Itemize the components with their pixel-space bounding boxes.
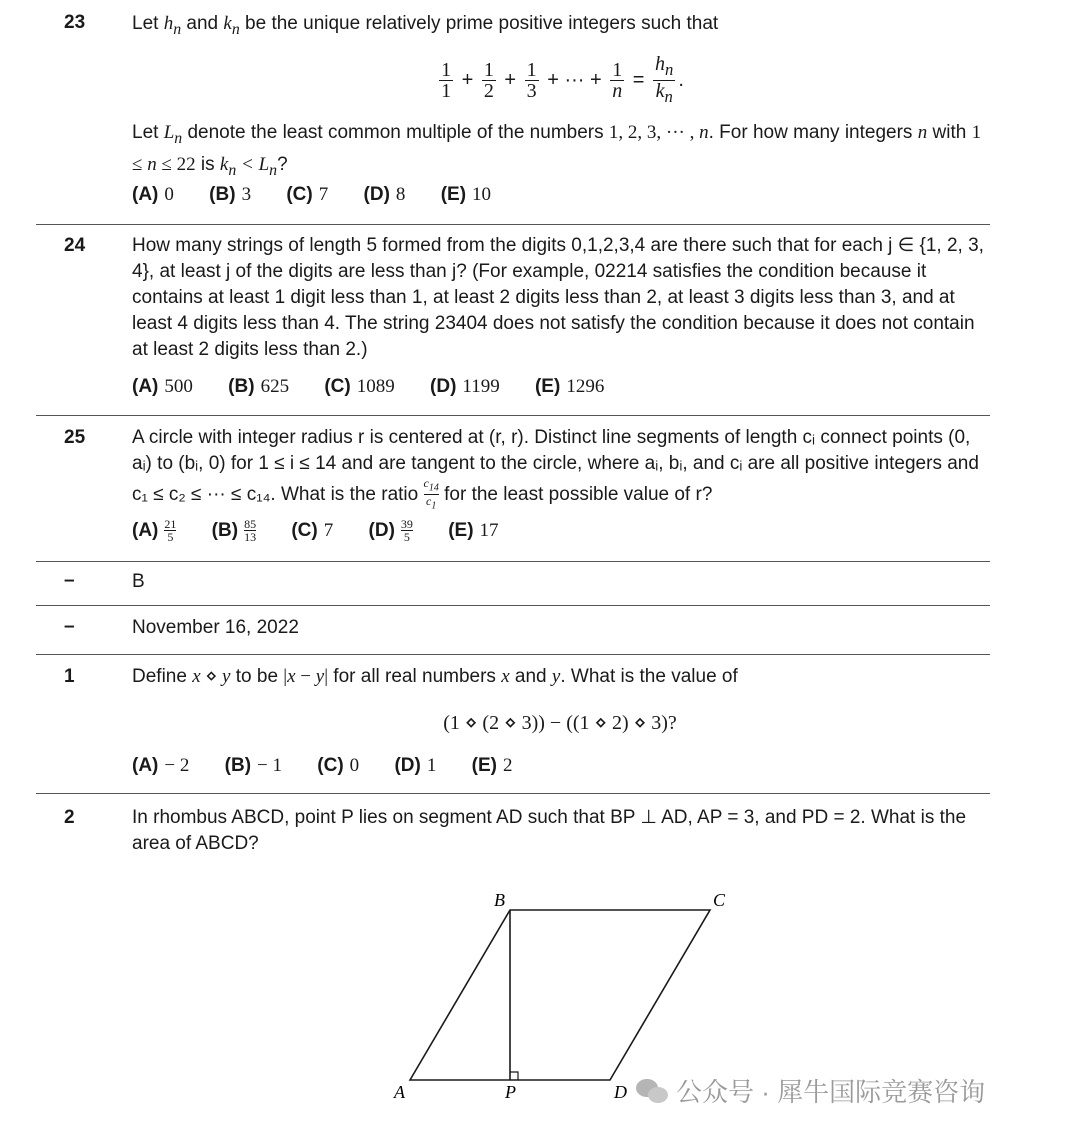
label-d: D [614,1082,627,1102]
problem-25-text: A circle with integer radius r is centered at (r, r). Distinct line segments of length cᵢ connect points (0, aᵢ) to (bᵢ, 0) for 1 ≤ i ≤ 14 and are tangent to the circle, where aᵢ, bᵢ, and cᵢ are all positive integers and c₁ ≤ c₂ ≤ ··· ≤ c₁₄. What is the ratio $\frac{c_{14}}{c_1}$ for the least possible value of r? [132,427,979,512]
right-angle-marker [510,1072,518,1080]
divider [36,654,990,655]
label-a: A [394,1082,405,1102]
problem-25-choices [132,518,529,543]
problem-23-intro: Let $h_n$ and $k_n$ be the unique relatively prime positive integers such that [132,13,719,38]
choice[interactable]: (E) 2 [471,755,513,776]
choice[interactable]: (E) 17 [448,519,499,541]
problem-23-choices [132,184,521,206]
problem-23-question: Let $L_n$ denote the least common multiple of the numbers 1, 2, 3, ··· , n. For how many integers n with 1 ≤ n ≤ 22 is $k_n < L_n$? [132,122,982,179]
section-label: B [132,571,145,592]
label-p: P [505,1082,516,1102]
choice[interactable]: (E) 10 [440,184,492,205]
choice[interactable]: (D) $\frac{39}{5}$ [368,517,413,544]
choice[interactable]: (D) 1 [394,755,437,776]
label-b: B [494,890,505,910]
choice[interactable]: (B) 3 [209,184,252,205]
date-dash: – [64,616,75,637]
contest-date: November 16, 2022 [132,617,299,638]
choice[interactable]: (A) − 2 [132,755,190,776]
label-c: C [713,890,726,910]
divider [36,605,990,606]
harmonic-sum-equation: $\frac{1}{1}$ + $\frac{1}{2}$ + $\frac{1}{3}$ + ··· + $\frac{1}{n}$ = $\frac{h_n}{k_n}$ . [441,53,684,106]
choice[interactable]: (C) 7 [291,519,334,541]
choice[interactable]: (D) 1199 [430,376,500,397]
problem-1-expression: (1 ⋄ (2 ⋄ 3)) − ((1 ⋄ 2) ⋄ 3)? [443,712,677,734]
problem-number-25: 25 [64,427,86,448]
choice[interactable]: (E) 1296 [534,376,605,397]
problem-1-text: Define x ⋄ y to be |x − y| for all real numbers x and y. What is the value of [132,666,738,687]
choice[interactable]: (A) $\frac{21}{5}$ [132,517,177,544]
divider [36,793,990,794]
choice[interactable]: (C) 7 [286,184,329,205]
divider [36,224,990,225]
choice[interactable]: (A) 500 [132,376,193,397]
choice[interactable]: (B) − 1 [224,755,282,776]
choice[interactable]: (D) 8 [363,184,406,205]
problem-2-text: In rhombus ABCD, point P lies on segment AD such that BP ⊥ AD, AP = 3, and PD = 2. What is the area of ABCD? [132,807,967,854]
choice[interactable]: (C) 0 [317,755,360,776]
choice[interactable]: (A) 0 [132,184,174,205]
watermark: 公众号 · 犀牛国际竞赛咨询 [636,1072,985,1109]
problem-number-2: 2 [64,807,75,828]
problem-24-text: How many strings of length 5 formed from the digits 0,1,2,3,4 are there such that for each j ∈ {1, 2, 3, 4}, at least j of the digits are less than j? (For example, 02214 satisfies the condition because it contains at least 1 digit less than 1, at least 2 digits less than 2, at least 3 digits less than 3, and at least 4 digits less than 4. The string 23404 does not satisfy the condition because it does not contain at least 2 digits less than 2.) [132,235,984,360]
problem-24-choices [132,376,634,398]
choice[interactable]: (B) $\frac{85}{13}$ [211,517,257,544]
divider [36,561,990,562]
wechat-icon [636,1079,670,1105]
problem-1-choices [132,755,542,777]
choice[interactable]: (C) 1089 [324,376,395,397]
rhombus-abcd [410,910,710,1080]
section-dash: – [64,570,75,591]
divider [36,415,990,416]
problem-number-24: 24 [64,235,86,256]
problem-number-1: 1 [64,666,75,687]
problem-number-23: 23 [64,12,86,33]
choice[interactable]: (B) 625 [228,376,290,397]
